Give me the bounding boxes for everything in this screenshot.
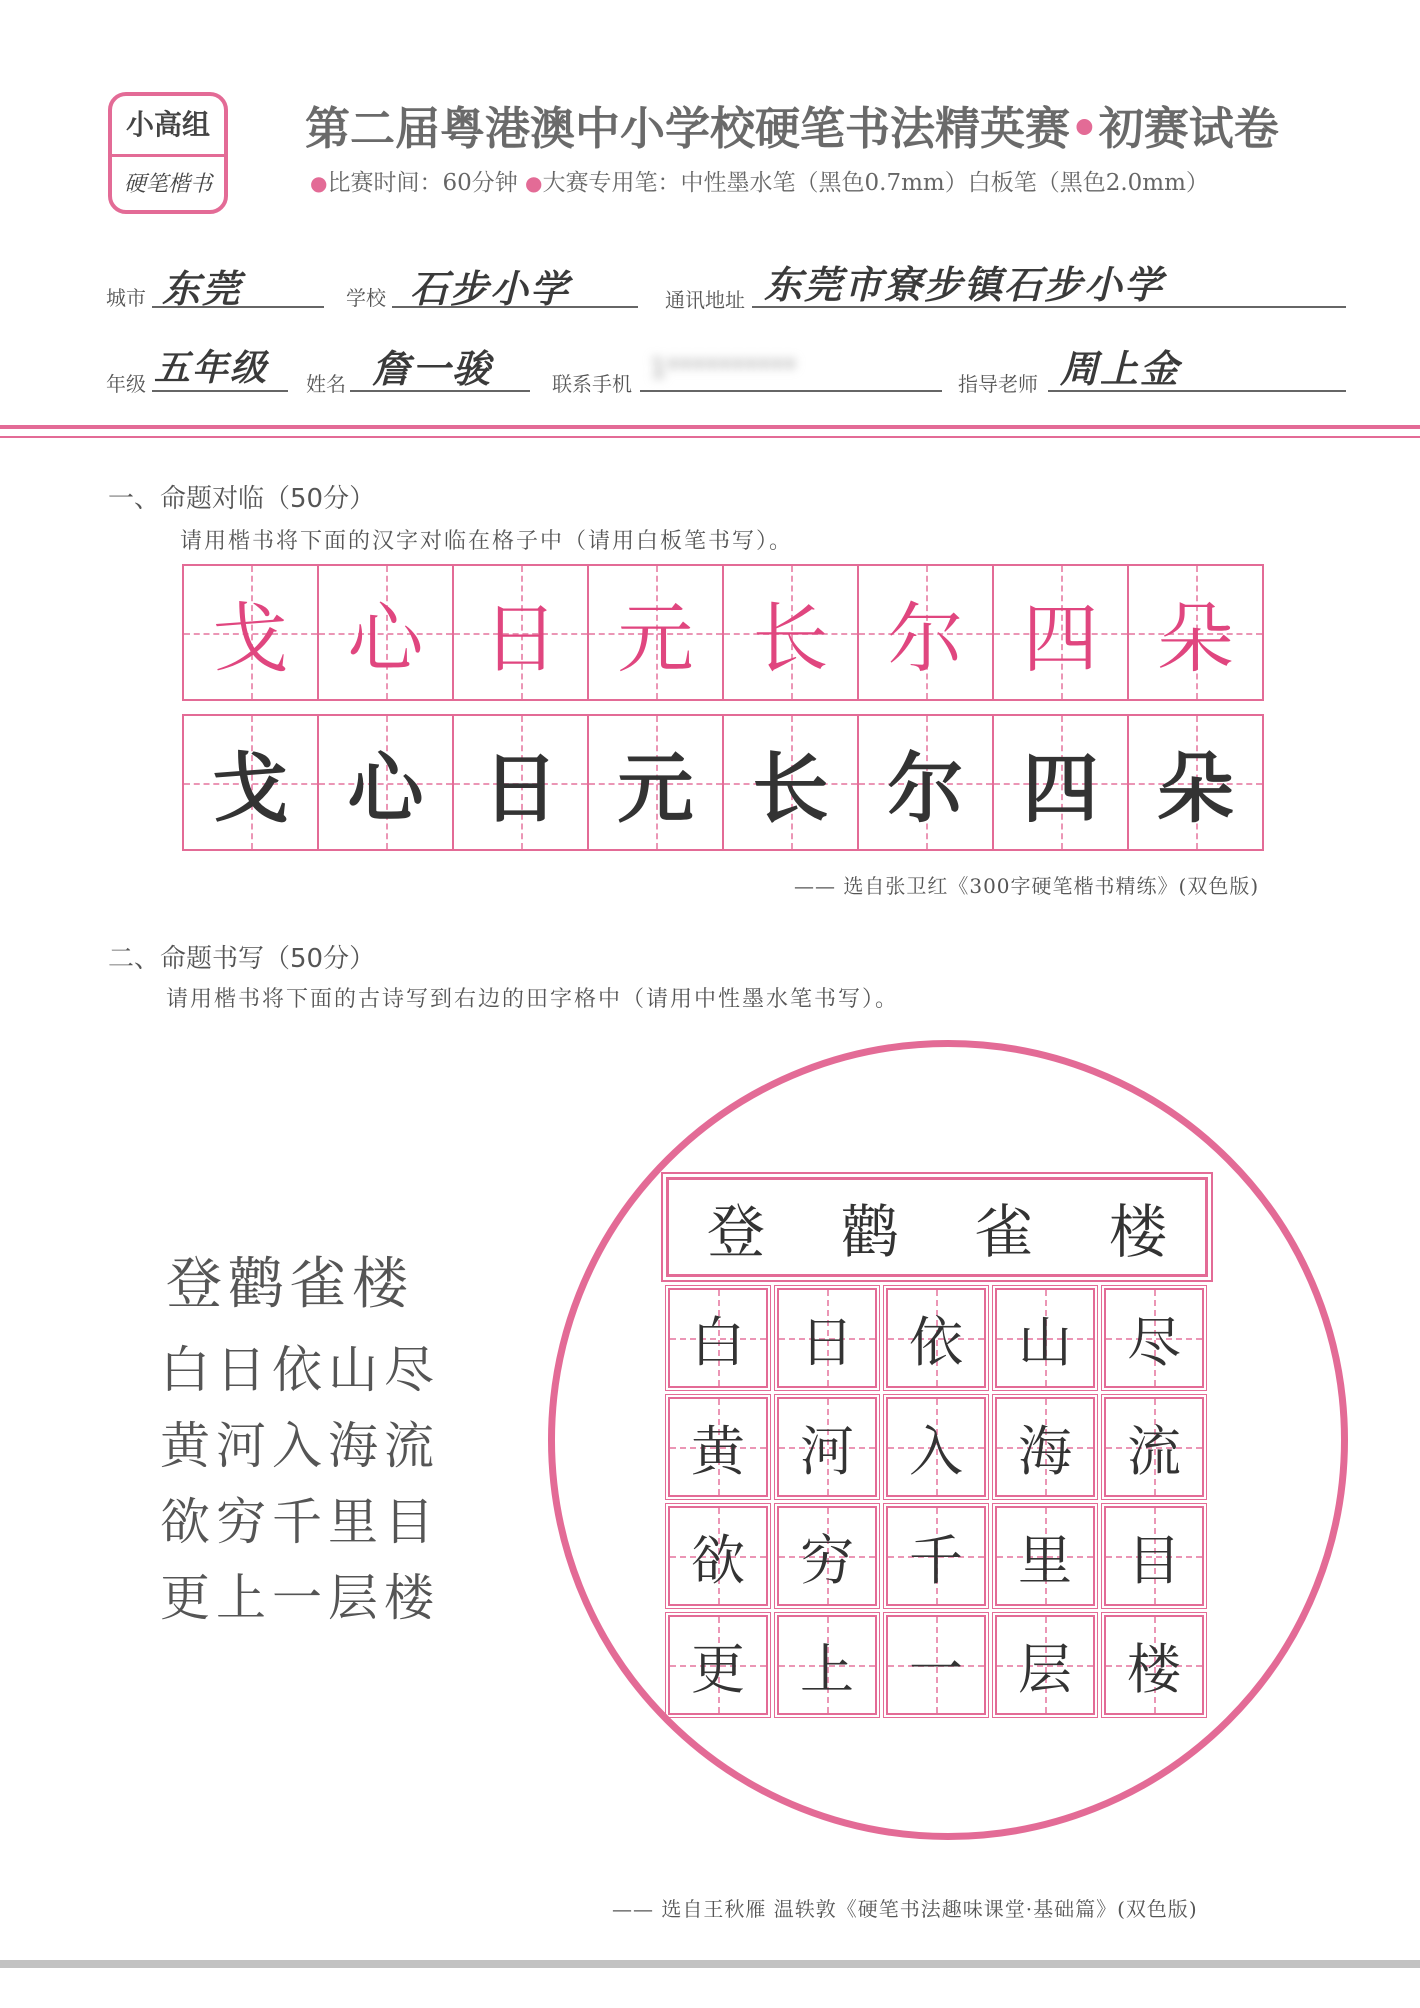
city-field[interactable] <box>152 262 324 311</box>
grid-char: 层 <box>1018 1637 1072 1701</box>
tian-grid-cell[interactable] <box>317 564 454 701</box>
grid-char: 河 <box>800 1419 854 1483</box>
bullet-icon: ● <box>310 171 328 195</box>
section1-heading: 一、命题对临（50分） <box>108 484 376 514</box>
school-field[interactable] <box>392 262 638 311</box>
tian-grid-cell[interactable] <box>1104 1288 1204 1388</box>
phone-label: 联系手机 <box>552 372 632 396</box>
poem-line: 欲穷千里目 <box>160 1493 440 1551</box>
teacher-value: 周上金 <box>1060 346 1181 391</box>
info-time: 比赛时间：60分钟 <box>327 170 518 196</box>
grid-char: 欲 <box>691 1528 745 1592</box>
title-char: 雀 <box>974 1198 1033 1266</box>
tian-grid-cell[interactable] <box>722 714 859 851</box>
tian-grid-cell[interactable] <box>587 714 724 851</box>
tian-grid-cell[interactable] <box>452 564 589 701</box>
name-field[interactable] <box>350 346 530 392</box>
grid-char: 白 <box>691 1310 745 1374</box>
grid-char: 日 <box>482 594 559 683</box>
tian-grid-cell[interactable] <box>1104 1397 1204 1497</box>
tian-grid-cell[interactable] <box>1127 714 1264 851</box>
title-char: 楼 <box>1108 1198 1167 1266</box>
grid-char: 尽 <box>1127 1310 1181 1374</box>
tian-grid-cell[interactable] <box>452 714 589 851</box>
grid-char: 四 <box>1022 744 1099 833</box>
tian-grid-cell[interactable] <box>587 564 724 701</box>
tian-grid-cell[interactable] <box>668 1397 768 1497</box>
city-label: 城市 <box>106 286 146 310</box>
tian-grid-cell[interactable] <box>777 1288 877 1388</box>
address-value: 东莞市寮步镇石步小学 <box>764 262 1165 307</box>
grid-char: 四 <box>1022 594 1099 683</box>
poem-line: 白日依山尽 <box>160 1341 440 1399</box>
bottom-bar <box>0 1960 1420 1968</box>
grid-char: 千 <box>909 1528 963 1592</box>
grid-char: 心 <box>347 744 424 833</box>
tian-grid-cell[interactable] <box>995 1615 1095 1715</box>
tian-grid-cell[interactable] <box>668 1506 768 1606</box>
teacher-field[interactable] <box>1048 346 1346 392</box>
grid-char: 依 <box>909 1310 963 1374</box>
address-label: 通讯地址 <box>665 288 745 312</box>
tian-grid-cell[interactable] <box>182 714 319 851</box>
grid-char: 上 <box>800 1637 854 1701</box>
tian-grid-cell[interactable] <box>668 1288 768 1388</box>
tian-grid-cell[interactable] <box>886 1397 986 1497</box>
tian-grid-cell[interactable] <box>886 1615 986 1715</box>
tian-grid-cell[interactable] <box>777 1506 877 1606</box>
tian-grid-cell[interactable] <box>995 1397 1095 1497</box>
title-main: 第二届粤港澳中小学校硬笔书法精英赛 <box>305 102 1071 155</box>
grid-char: 朵 <box>1157 594 1234 683</box>
grid-char: 元 <box>617 594 694 683</box>
name-label: 姓名 <box>306 372 346 396</box>
tian-grid-cell[interactable] <box>1127 564 1264 701</box>
teacher-label: 指导老师 <box>958 372 1038 396</box>
name-value: 詹一骏 <box>372 346 493 391</box>
tian-grid-cell[interactable] <box>317 714 454 851</box>
grade-value: 五年级 <box>154 347 269 389</box>
title-char: 鹳 <box>840 1198 899 1266</box>
grid-char: 海 <box>1018 1419 1072 1483</box>
grid-char: 朵 <box>1157 744 1234 833</box>
section1-instruction: 请用楷书将下面的汉字对临在格子中（请用白板笔书写）。 <box>180 529 794 554</box>
badge-category: 硬笔楷书 <box>112 154 224 213</box>
bullet-icon: ● <box>525 171 543 195</box>
poem-title: 登鹳雀楼 <box>166 1252 414 1317</box>
poem-grid-row <box>668 1397 1213 1506</box>
poem-grid-row <box>668 1506 1213 1615</box>
poem-line: 更上一层楼 <box>160 1569 440 1627</box>
grid-char: 黄 <box>691 1419 745 1483</box>
divider <box>0 425 1420 429</box>
tian-grid-cell[interactable] <box>857 714 994 851</box>
tian-grid-cell[interactable] <box>995 1506 1095 1606</box>
exam-info <box>310 164 1360 197</box>
address-field[interactable] <box>752 262 1346 308</box>
phone-value: 1********** <box>650 354 797 384</box>
grade-label: 年级 <box>106 372 146 396</box>
section2-source: —— 选自王秋雁 温轶敦《硬笔书法趣味课堂·基础篇》(双色版) <box>612 1897 1198 1921</box>
grid-char: 戈 <box>212 744 289 833</box>
school-label: 学校 <box>346 286 386 310</box>
group-badge <box>108 92 228 214</box>
title-dot: • <box>1070 102 1099 155</box>
grid-char: 山 <box>1018 1310 1072 1374</box>
poem-grid-row <box>668 1615 1213 1724</box>
grid-char: 日 <box>482 744 559 833</box>
tian-grid-cell[interactable] <box>1104 1615 1204 1715</box>
grid-char: 目 <box>1127 1528 1181 1592</box>
section2-heading: 二、命题书写（50分） <box>108 944 376 974</box>
grid-char: 里 <box>1018 1528 1072 1592</box>
tian-grid-cell[interactable] <box>886 1506 986 1606</box>
divider <box>0 436 1420 438</box>
badge-group: 小高组 <box>125 108 210 141</box>
grid-char: 心 <box>347 594 424 683</box>
school-value: 石步小学 <box>410 266 571 311</box>
section2-instruction: 请用楷书将下面的古诗写到右边的田字格中（请用中性墨水笔书写）。 <box>166 987 900 1012</box>
grid-char: 入 <box>909 1419 963 1483</box>
poem-text <box>160 1330 440 1634</box>
tian-grid-cell[interactable] <box>777 1397 877 1497</box>
grid-char: 日 <box>800 1310 854 1374</box>
tian-grid-cell[interactable] <box>857 564 994 701</box>
grid-char: 穷 <box>800 1528 854 1592</box>
grid-char: 楼 <box>1127 1637 1181 1701</box>
grid-char: 更 <box>691 1637 745 1701</box>
grid-char: 尔 <box>887 594 964 683</box>
tian-grid-cell[interactable] <box>182 564 319 701</box>
grid-char: 流 <box>1127 1419 1181 1483</box>
tian-grid-cell[interactable] <box>777 1615 877 1715</box>
tian-grid-cell[interactable] <box>1104 1506 1204 1606</box>
tian-grid-cell[interactable] <box>992 714 1129 851</box>
phone-field[interactable] <box>640 346 942 392</box>
grid-char: 元 <box>617 744 694 833</box>
tian-grid-cell[interactable] <box>668 1615 768 1715</box>
tian-grid-cell[interactable] <box>992 564 1129 701</box>
city-value: 东莞 <box>162 266 243 311</box>
model-char-row <box>182 564 1262 701</box>
section1-source: —— 选自张卫红《300字硬笔楷书精练》(双色版) <box>794 874 1260 898</box>
tian-grid-cell[interactable] <box>886 1288 986 1388</box>
info-pen: 大赛专用笔：中性墨水笔（黑色0.7mm）白板笔（黑色2.0mm） <box>542 170 1209 196</box>
tian-grid-cell[interactable] <box>722 564 859 701</box>
title-char: 登 <box>706 1198 765 1266</box>
poem-writing-grid <box>668 1288 1213 1724</box>
copy-char-row <box>182 714 1262 851</box>
grid-char: 尔 <box>887 744 964 833</box>
grade-field[interactable] <box>152 346 288 392</box>
grid-char: 戈 <box>212 594 289 683</box>
grid-char: 一 <box>909 1637 963 1701</box>
title-sub: 初赛试卷 <box>1098 102 1279 155</box>
poem-grid-row <box>668 1288 1213 1397</box>
page-title <box>305 92 1345 157</box>
grid-char: 长 <box>752 594 829 683</box>
poem-line: 黄河入海流 <box>160 1417 440 1475</box>
grid-char: 长 <box>752 744 829 833</box>
written-title-box[interactable] <box>666 1177 1208 1277</box>
tian-grid-cell[interactable] <box>995 1288 1095 1388</box>
